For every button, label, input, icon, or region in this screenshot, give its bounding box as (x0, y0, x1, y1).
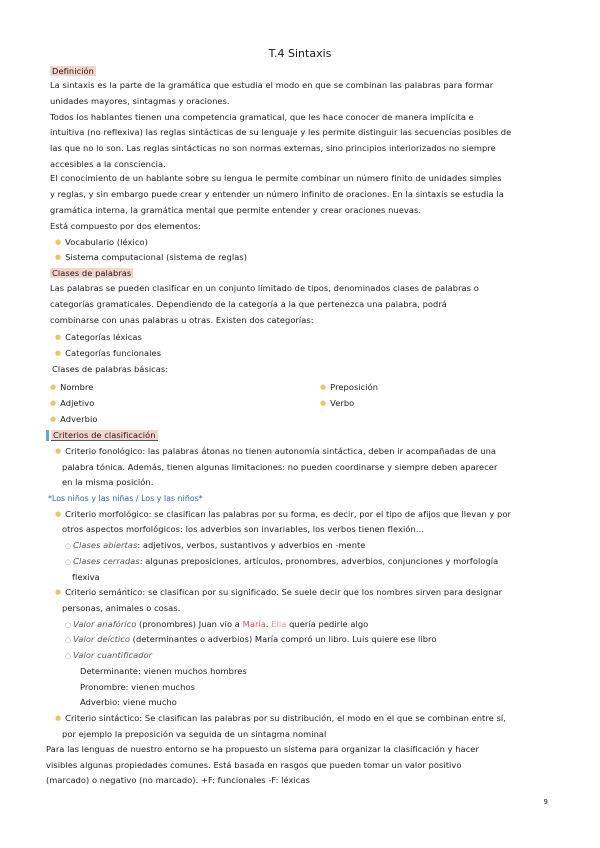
bullet-icon: ● (320, 399, 327, 407)
sub-item: ○ Clases abiertas: adjetivos, verbos, sustantivos y adverbios en -mente (65, 540, 366, 550)
page-number: 9 (543, 798, 548, 806)
list-item: ● Adverbio (50, 414, 98, 424)
definicion-line: unidades mayores, sintagmas y oraciones. (50, 96, 230, 106)
sub-item: ○ Valor anafórico (pronombres) Juan vio a María. Ella quería pedirle algo (65, 619, 369, 629)
definicion-line: accesibles a la consciencia. (50, 159, 166, 169)
list-item: ● Criterio sintáctico: Se clasifican las palabras por su distribución, el modo en el que se combinan entre sí, (55, 713, 506, 723)
bullet-icon: ● (50, 399, 57, 407)
definicion-line: gramática interna, la gramática mental que permite entender y crear oraciones nuevas. (50, 205, 422, 215)
page-title: T.4 Sintaxis (268, 47, 332, 60)
criterio-line: otros aspectos morfológicos: los adverbios son invariables, los verbos tienen flexión… (62, 524, 425, 534)
bullet-icon: ● (50, 383, 57, 391)
ejemplo-line: Determinante: vienen muchos hombres (80, 666, 247, 676)
definicion-line: Todos los hablantes tienen una competencia gramatical, que les hace conocer de manera implícita e (50, 112, 474, 122)
bullet-icon: ● (55, 349, 62, 357)
clases-line: Las palabras se pueden clasificar en un conjunto limitado de tipos, denominados clases de palabras o (50, 283, 479, 293)
ejemplo-line: Pronombre: vienen muchos (80, 682, 195, 692)
definicion-line: las que no lo son. Las reglas sintácticas no son normas externas, sino principios interiorizados no siempre (50, 143, 496, 153)
circle-bullet-icon: ○ (65, 621, 72, 629)
bullet-icon: ● (55, 333, 62, 341)
definicion-line: y reglas, y sin embargo puede crear y entender un número infinito de oraciones. En la sintaxis se estudia la (50, 189, 504, 199)
definicion-line: Está compuesto por dos elementos: (50, 221, 201, 231)
sub-item: ○ Valor cuantificador (65, 650, 153, 660)
list-item: ● Sistema computacional (sistema de reglas) (55, 252, 247, 262)
bullet-icon: ● (55, 238, 62, 246)
list-item: ● Categorías léxicas (55, 332, 142, 342)
section-heading-criterios: Criterios de clasificación (46, 430, 158, 441)
definicion-line: La sintaxis es la parte de la gramática que estudia el modo en que se combinan las palabras para formar (50, 80, 494, 90)
circle-bullet-icon: ○ (65, 542, 72, 550)
list-item: ● Categorías funcionales (55, 348, 162, 358)
clases-line: categorías gramaticales. Dependiendo de la categoría a la que pertenezca una palabra, podrá (50, 299, 447, 309)
criterio-line: por ejemplo la preposición va seguida de un sintagma nominal (62, 729, 327, 739)
definicion-line: El conocimiento de un hablante sobre su lengua le permite combinar un número finito de unidades simples (50, 173, 502, 183)
circle-bullet-icon: ○ (65, 652, 72, 660)
sub-item: ○ Valor deíctico (determinantes o adverbios) María compró un libro. Luis quiere ese libro (65, 634, 437, 644)
clases-line: combinarse con unas palabras u otras. Existen dos categorías: (50, 315, 314, 325)
criterio-line: palabra tónica. Además, tienen algunas limitaciones: no pueden coordinarse y siempre deben aparecer (62, 462, 498, 472)
bullet-icon: ● (50, 415, 57, 423)
bullet-icon: ● (55, 447, 62, 455)
list-item: ● Criterio fonológico: las palabras átonas no tienen autonomía sintáctica, deben ir acompañadas de una (55, 446, 497, 456)
criterio-line: personas, animales o cosas. (62, 603, 181, 613)
list-item: ● Criterio semántico: se clasifican por su significado. Se suele decir que los nombres sirven para designar (55, 587, 503, 597)
circle-bullet-icon: ○ (65, 558, 72, 566)
final-line: Para las lenguas de nuestro entorno se ha propuesto un sistema para organizar la clasificación y hacer (46, 744, 479, 754)
final-line: visibles algunas propiedades comunes. Está basada en rasgos que pueden tomar un valor positivo (46, 760, 462, 770)
definicion-line: intuitiva (no reflexiva) las reglas sintácticas de su lenguaje y les permite distinguir las secuencias posibles de (50, 127, 512, 137)
bullet-icon: ● (55, 510, 62, 518)
sub-item-cont: flexiva (72, 572, 100, 582)
bullet-icon: ● (55, 588, 62, 596)
final-line: (marcado) o negativo (no marcado). +F: funcionales -F: léxicas (46, 775, 310, 785)
list-item: ● Preposición (320, 382, 379, 392)
section-marker (46, 430, 49, 441)
bullet-icon: ● (55, 253, 62, 261)
criterio-line: en la misma posición. (62, 477, 154, 487)
list-item: ● Verbo (320, 398, 355, 408)
list-item: ● Criterio morfológico: se clasifican las palabras por su forma, es decir, por el tipo de afijos que llevan y por (55, 509, 511, 519)
basicas-label: Clases de palabras básicas: (52, 364, 169, 374)
section-heading-clases: Clases de palabras (52, 268, 132, 278)
ejemplo-ninos: *Los niños y las niñas / Los y las niños* (48, 494, 203, 503)
list-item: ● Adjetivo (50, 398, 95, 408)
list-item: ● Vocabulario (léxico) (55, 237, 148, 247)
section-heading-definicion: Definición (52, 66, 94, 76)
list-item: ● Nombre (50, 382, 94, 392)
bullet-icon: ● (320, 383, 327, 391)
bullet-icon: ● (55, 714, 62, 722)
circle-bullet-icon: ○ (65, 636, 72, 644)
ejemplo-line: Adverbio: viene mucho (80, 697, 177, 707)
sub-item: ○ Clases cerradas: algunas preposiciones, artículos, pronombres, adverbios, conjunciones y morfología (65, 556, 499, 566)
